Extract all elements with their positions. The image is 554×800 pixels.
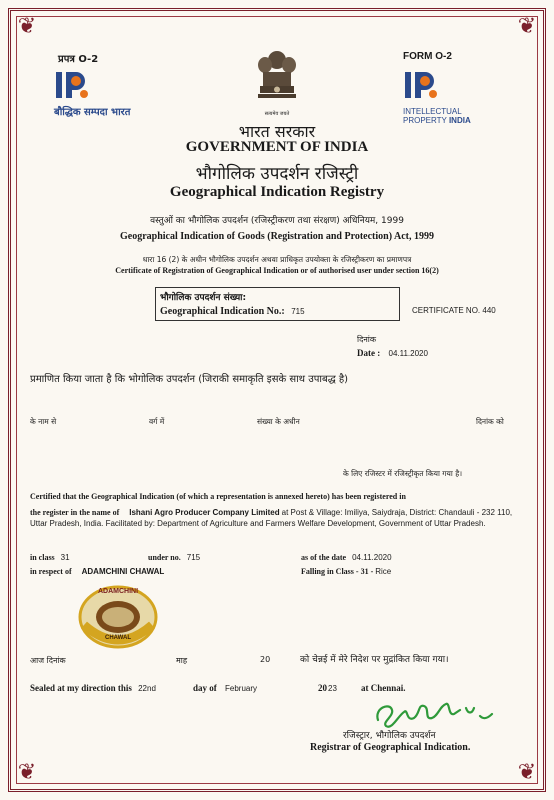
class-label-hindi: वर्ग में [149, 417, 165, 426]
emblem-motto: सत्यमेव जयते [264, 111, 290, 117]
government-title-hindi: भारत सरकार [238, 122, 316, 141]
certificate-number: CERTIFICATE NO. 440 [412, 306, 496, 315]
act-title-hindi: वस्तुओं का भौगोलिक उपदर्शन (रजिस्ट्रीकरण तथा संरक्षण) अधिनियम, 1999 [150, 216, 404, 226]
aaj-dinank-hindi: आज दिनांक [30, 656, 66, 665]
name-label-hindi: के नाम से [30, 417, 57, 426]
date-label-hindi: दिनांक [357, 335, 376, 344]
falling-in-class-value: Rice [375, 567, 392, 576]
month-label-hindi: माह [176, 656, 188, 665]
section-title-hindi: धारा 16 (2) के अधीन भौगोलिक उपदर्शन अथवा प्राधिकृत उपयोक्ता के रजिस्ट्रीकरण का प्रमाणपत्र [142, 255, 412, 264]
gi-number-value: 715 [291, 307, 305, 316]
day-of-label: day of [193, 683, 217, 693]
chennai-statement-hindi: को चेन्नई में मेरे निदेश पर मुद्रांकित किया गया। [300, 655, 449, 665]
ip-logo-line2-bold: INDIA [448, 116, 471, 125]
ip-logo-line1: INTELLECTUAL [403, 107, 462, 116]
proprietor-details [30, 507, 530, 529]
gi-number-label-english: Geographical Indication No.: [160, 306, 285, 317]
ip-logo-icon [403, 68, 443, 102]
proprietor-address-line1: at Post & Village: Imiliya, Saiydraja, District: Chandauli - 232 110, [281, 508, 513, 517]
in-respect-of-label: in respect of [30, 567, 72, 576]
registry-title-english: Geographical Indication Registry [169, 184, 385, 200]
registry-title-hindi: भौगोलिक उपदर्शन रजिस्ट्री [195, 164, 359, 184]
ip-logo-text-hindi: बौद्धिक सम्पदा भारत [54, 107, 131, 118]
section-title-english: Certificate of Registration of Geographical Indication or of authorised user under section 16(2) [115, 266, 439, 275]
certify-statement-hindi: प्रमाणित किया जाता है कि भोगोलिक उपदर्शन (जिराकी समाकृति इसके साथ उपाबद्ध है) [30, 374, 349, 385]
as-of-date-label: as of the date [301, 553, 347, 562]
year-suffix: 23 [328, 684, 337, 693]
corner-ornament-icon: ❦ [517, 14, 537, 39]
corner-ornament-icon: ❦ [17, 14, 37, 39]
registrar-title-english: Registrar of Geographical Indication. [310, 742, 471, 753]
registrar-signature [368, 696, 498, 732]
year-prefix: 20 [318, 683, 327, 693]
sealed-label: Sealed at my direction this [30, 683, 132, 693]
registrar-title-hindi: रजिस्ट्रार, भौगोलिक उपदर्शन [343, 731, 436, 741]
corner-ornament-icon: ❦ [17, 760, 37, 785]
certified-statement-english: Certified that the Geographical Indication (of which a representation is annexed hereto) has been registered in [30, 492, 406, 501]
gi-number-box [155, 287, 400, 321]
sealed-day-value: 22nd [138, 684, 156, 693]
at-chennai-label: at Chennai. [361, 683, 406, 693]
register-label: the register in the name of [30, 508, 120, 517]
falling-in-class-label: Falling in Class - 31 - [301, 567, 374, 576]
in-respect-of-value: ADAMCHINI CHAWAL [81, 567, 165, 576]
year-label-hindi: 20 [260, 655, 271, 664]
gi-number-label-hindi: भौगोलिक उपदर्शन संख्या: [160, 293, 247, 303]
national-emblem [252, 48, 302, 120]
under-no-value: 715 [186, 553, 201, 562]
government-title-english: GOVERNMENT OF INDIA [185, 139, 369, 155]
form-number-english: FORM O-2 [403, 51, 452, 62]
in-class-value: 31 [60, 553, 70, 562]
date-row-label-hindi: दिनांक को [476, 417, 504, 426]
date-value: 04.11.2020 [388, 349, 428, 358]
ip-logo-icon [54, 68, 94, 102]
date-label-english: Date : [357, 348, 381, 358]
in-class-label: in class [30, 553, 55, 562]
signature-graphic [368, 696, 498, 732]
proprietor-name: Ishani Agro Producer Company Limited [129, 508, 280, 517]
as-of-date-value: 04.11.2020 [352, 553, 392, 562]
corner-ornament-icon: ❦ [517, 760, 537, 785]
under-no-label: under no. [148, 553, 181, 562]
number-label-hindi: संख्या के अधीन [257, 417, 300, 426]
sealed-month-value: February [225, 684, 258, 693]
gi-logo-top-text: ADAMCHINI [97, 588, 139, 595]
proprietor-address-line2: Uttar Pradesh, India. Facilitated by: Department of Agriculture and Farmers Welfare Development, Government of Uttar Pradesh. [30, 519, 486, 528]
registered-label-hindi: के लिए रजिस्टर में रजिस्ट्रीकृत किया गया है। [343, 469, 463, 478]
ip-logo-line2: PROPERTY [403, 116, 447, 125]
act-title-english: Geographical Indication of Goods (Registration and Protection) Act, 1999 [120, 231, 434, 242]
lion-capital-icon [255, 48, 299, 106]
form-number-hindi: प्रपत्र O-2 [58, 54, 99, 65]
adamchini-gi-logo [78, 585, 158, 650]
gi-logo-bottom-text: CHAWAL [105, 635, 131, 641]
